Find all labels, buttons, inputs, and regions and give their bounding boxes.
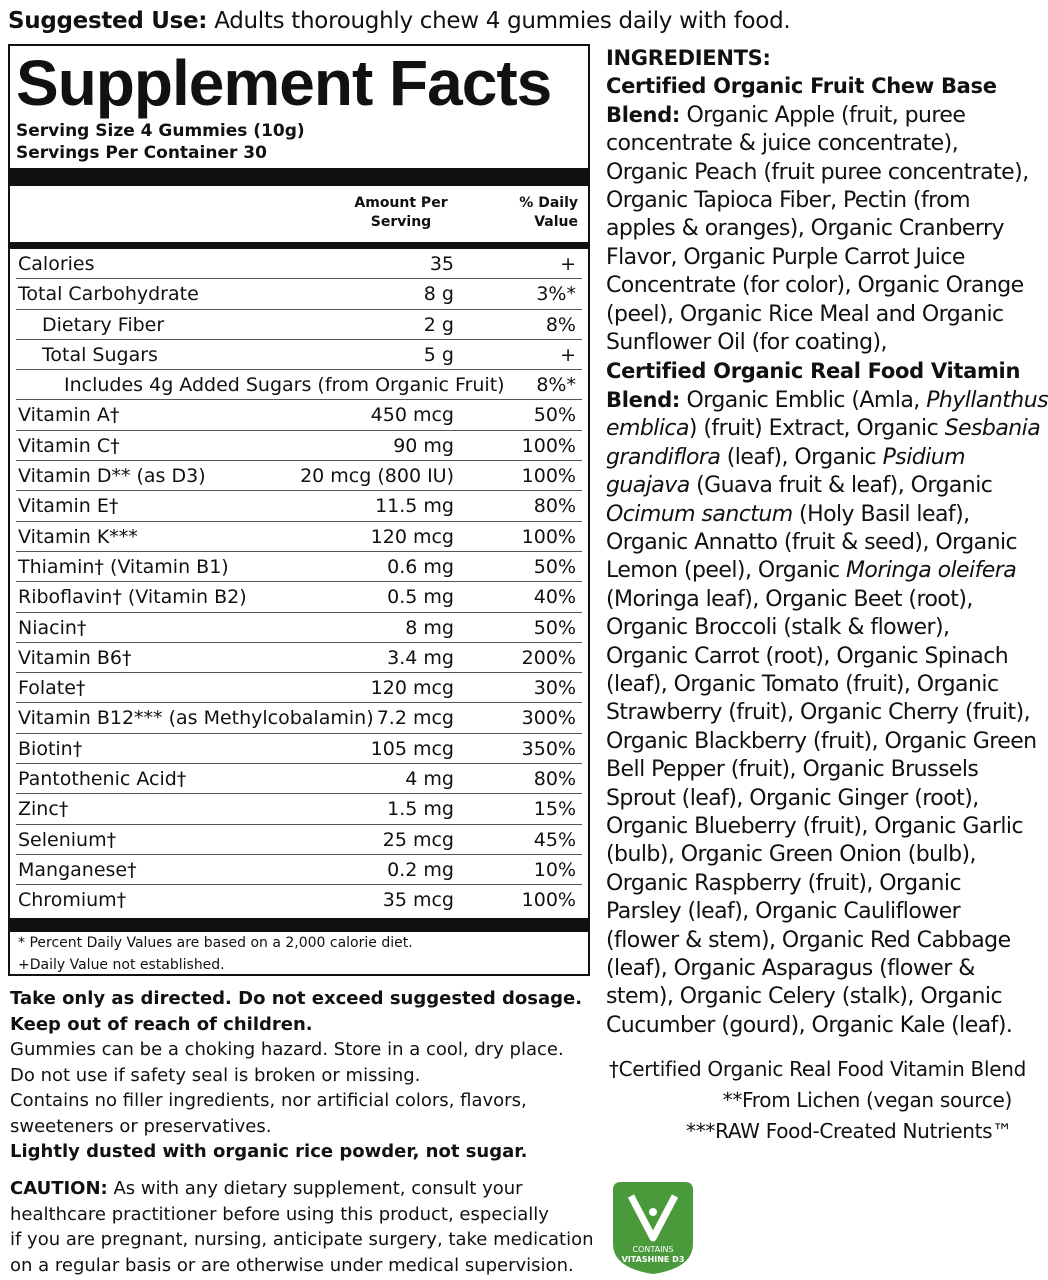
nutrient-daily-value: 80%: [533, 495, 576, 518]
nutrient-amount: 90 mg: [393, 434, 454, 457]
nutrient-amount: 5 g: [423, 343, 454, 366]
nutrient-daily-value: 10%: [533, 858, 576, 881]
medium-divider: [10, 242, 588, 249]
caution-line-1: [10, 1176, 586, 1202]
ingr-line-13-italic: emblica: [606, 416, 689, 442]
ingr-line-15-text: (Guava fruit & leaf), Organic: [689, 473, 993, 499]
ingredients-heading: INGREDIENTS:: [606, 46, 771, 70]
nutrient-amount: 7.2 mcg: [376, 707, 454, 730]
servings-per-container: Servings Per Container 30: [16, 143, 267, 163]
ingr-line-16-italic: Ocimum sanctum: [606, 501, 793, 527]
ingr-line-14-text: (leaf), Organic: [720, 444, 883, 470]
ingr-line-7: Flavor, Organic Purple Carrot Juice: [606, 244, 965, 270]
amount-header-line2: Serving: [370, 214, 432, 230]
caution: [10, 1176, 594, 1278]
nutrient-row: [16, 279, 582, 309]
nutrient-name: Vitamin D** (as D3): [18, 465, 206, 488]
nutrient-row: [16, 825, 582, 855]
nutrient-daily-value: 80%: [533, 768, 576, 791]
ingr-line-24: Organic Blackberry (fruit), Organic Green: [606, 728, 1037, 754]
supplement-facts-panel: [8, 44, 590, 976]
nutrient-daily-value: 100%: [521, 525, 576, 548]
amount-header: [328, 194, 474, 232]
caution-line-2: healthcare practitioner before using this product, especially: [10, 1203, 549, 1225]
nutrient-amount: 0.2 mg: [387, 858, 454, 881]
nutrient-daily-value: 45%: [533, 828, 576, 851]
nutrient-daily-value: 50%: [533, 404, 576, 427]
ingr-line-17: Organic Annatto (fruit & seed), Organic: [606, 529, 1018, 555]
nutrient-row: [16, 885, 582, 915]
nutrient-daily-value: 350%: [521, 737, 576, 760]
nutrient-row: [16, 370, 582, 400]
nutrient-daily-value: 50%: [533, 555, 576, 578]
nutrient-amount: 1.5 mg: [387, 798, 454, 821]
nutrient-daily-value: 15%: [533, 798, 576, 821]
ingr-line-1: Certified Organic Fruit Chew Base: [606, 74, 997, 99]
ingr-line-5: Organic Tapioca Fiber, Pectin (from: [606, 188, 970, 214]
caution-label: CAUTION:: [10, 1178, 108, 1199]
dv-header: [519, 194, 578, 232]
footnote-not-established: +Daily Value not established.: [18, 956, 225, 973]
nutrient-name: Manganese†: [18, 858, 137, 881]
nutrient-row: [16, 764, 582, 794]
nutrient-row: [16, 400, 582, 430]
ingr-line-21: Organic Carrot (root), Organic Spinach: [606, 643, 1009, 669]
ingr-line-23: Strawberry (fruit), Organic Cherry (fruit),: [606, 700, 1031, 726]
warning-line-4: Do not use if safety seal is broken or missing.: [10, 1064, 421, 1086]
ingr-line-33: stem), Organic Celery (stalk), Organic: [606, 984, 1003, 1010]
nutrient-amount: 8 mg: [405, 616, 454, 639]
ingr-line-11: Certified Organic Real Food Vitamin: [606, 359, 1021, 384]
nutrient-amount: 105 mcg: [370, 737, 454, 760]
ingr-line-2-text: Organic Apple (fruit, puree: [680, 102, 966, 128]
ingr-line-14-italic: grandiflora: [606, 444, 721, 470]
ingr-line-14: [606, 444, 1030, 472]
suggested-use-label: Suggested Use:: [8, 8, 208, 34]
note-certified-blend: †Certified Organic Real Food Vitamin Blend: [608, 1057, 1026, 1081]
nutrient-name: Vitamin A†: [18, 404, 120, 427]
column-header: [16, 186, 582, 242]
nutrient-row: [16, 613, 582, 643]
nutrient-daily-value: 50%: [533, 616, 576, 639]
suggested-use: [8, 6, 790, 36]
nutrient-name: Includes 4g Added Sugars (from Organic Fruit): [64, 374, 505, 397]
ingr-line-4: Organic Peach (fruit puree concentrate),: [606, 159, 1029, 185]
ingr-line-3: concentrate & juice concentrate),: [606, 131, 959, 157]
nutrient-name: Thiamin† (Vitamin B1): [18, 555, 229, 578]
ingr-line-12: [606, 386, 1048, 415]
ingr-line-2: [606, 101, 1030, 130]
nutrient-row: [16, 855, 582, 885]
nutrient-daily-value: 8%*: [536, 374, 576, 397]
ingr-line-13-italic-2: Sesbania: [944, 416, 1041, 442]
thick-divider: [10, 168, 588, 186]
nutrient-daily-value: 200%: [521, 646, 576, 669]
nutrient-row: [16, 673, 582, 703]
ingr-line-12-italic: Phyllanthus: [926, 387, 1048, 413]
nutrient-name: Vitamin K***: [18, 525, 138, 548]
nutrient-row: [16, 522, 582, 552]
nutrient-row: [16, 582, 582, 612]
ingr-line-15-italic: guajava: [606, 473, 690, 499]
vitashine-badge: [609, 1182, 697, 1274]
ingr-line-9: (peel), Organic Rice Meal and Organic: [606, 301, 1004, 327]
ingr-line-6: apples & oranges), Organic Cranberry: [606, 216, 1004, 242]
nutrient-name: Zinc†: [18, 798, 69, 821]
ingr-line-8: Concentrate (for color), Organic Orange: [606, 273, 1024, 299]
nutrient-name: Niacin†: [18, 616, 87, 639]
nutrient-row: [16, 491, 582, 521]
nutrient-daily-value: 300%: [521, 707, 576, 730]
nutrient-daily-value: +: [560, 253, 576, 275]
nutrient-daily-value: 30%: [533, 677, 576, 700]
nutrient-name: Vitamin B6†: [18, 646, 132, 669]
nutrient-name: Pantothenic Acid†: [18, 768, 187, 791]
amount-header-line1: Amount Per: [354, 195, 448, 211]
ingr-line-18: [606, 557, 1030, 585]
badge-line-1: CONTAINS: [632, 1245, 674, 1254]
nutrient-amount: 3.4 mg: [387, 646, 454, 669]
ingr-line-34: Cucumber (gourd), Organic Kale (leaf).: [606, 1012, 1013, 1038]
nutrient-row: [16, 310, 582, 340]
nutrient-amount: 120 mcg: [370, 677, 454, 700]
note-lichen: **From Lichen (vegan source): [722, 1088, 1012, 1112]
warning-line-5: Contains no filler ingredients, nor artificial colors, flavors,: [10, 1090, 527, 1111]
ingr-line-15: [606, 472, 1030, 500]
warning-line-1: Take only as directed. Do not exceed suggested dosage.: [10, 988, 583, 1009]
nutrient-amount: 120 mcg: [370, 525, 454, 548]
ingr-line-19: (Moringa leaf), Organic Beet (root),: [606, 586, 973, 612]
badge-dot-icon: [649, 1208, 657, 1216]
nutrient-amount: 2 g: [423, 313, 454, 336]
nutrient-name: Chromium†: [18, 889, 127, 912]
warning-line-3: Gummies can be a choking hazard. Store in a cool, dry place.: [10, 1039, 564, 1060]
nutrient-amount: 8 g: [423, 283, 454, 306]
dv-header-line2: Value: [534, 214, 578, 230]
ingr-line-16: [606, 501, 1030, 529]
nutrient-name: Calories: [18, 253, 95, 275]
dv-header-line1: % Daily: [519, 195, 578, 211]
ingr-line-30: Parsley (leaf), Organic Cauliflower: [606, 899, 961, 925]
nutrient-name: Dietary Fiber: [42, 313, 165, 336]
nutrient-row: [16, 703, 582, 733]
nutrient-name: Folate†: [18, 677, 86, 700]
nutrient-daily-value: 3%*: [536, 283, 576, 306]
caution-line-3: if you are pregnant, nursing, anticipate surgery, take medication: [10, 1229, 594, 1250]
ingr-line-14-italic-2: Psidium: [882, 444, 966, 470]
nutrient-amount: 35 mcg: [382, 889, 454, 912]
facts-title: Supplement Facts: [16, 47, 552, 119]
nutrient-name: Total Sugars: [42, 343, 158, 366]
nutrient-name: Riboflavin† (Vitamin B2): [18, 586, 247, 609]
caution-text-1: As with any dietary supplement, consult your: [107, 1178, 523, 1199]
nutrient-amount: 450 mcg: [370, 404, 454, 427]
bottom-thick-divider: [10, 918, 588, 932]
ingr-line-26: Sprout (leaf), Organic Ginger (root),: [606, 785, 979, 811]
nutrient-name: Vitamin E†: [18, 495, 119, 518]
nutrient-daily-value: 40%: [533, 586, 576, 609]
nutrient-row: [16, 461, 582, 491]
nutrient-name: Vitamin C†: [18, 434, 120, 457]
ingredients: [606, 44, 1048, 1040]
nutrient-amount: 0.5 mg: [387, 586, 454, 609]
ingr-line-16-text: (Holy Basil leaf),: [792, 501, 970, 527]
warning-line-2: Keep out of reach of children.: [10, 1013, 313, 1035]
nutrient-row: [16, 431, 582, 461]
nutrient-row: [16, 249, 582, 279]
ingr-line-13: [606, 415, 1041, 443]
ingr-line-29: Organic Raspberry (fruit), Organic: [606, 870, 961, 896]
nutrient-daily-value: 100%: [521, 434, 576, 457]
nutrient-amount: 4 mg: [405, 768, 454, 791]
nutrient-daily-value: 8%: [545, 313, 576, 336]
ingr-line-18-italic: Moringa oleifera: [846, 558, 1017, 584]
ingr-line-27: Organic Blueberry (fruit), Organic Garlic: [606, 813, 1023, 839]
nutrient-row: [16, 734, 582, 764]
ingr-line-10: Sunflower Oil (for coating),: [606, 330, 887, 356]
nutrient-amount: 11.5 mg: [375, 495, 454, 518]
nutrient-amount: 35: [429, 253, 454, 275]
warning-line-7: Lightly dusted with organic rice powder, not sugar.: [10, 1141, 528, 1162]
nutrient-daily-value: 100%: [521, 889, 576, 912]
caution-line-4: on a regular basis or are otherwise under medical supervision.: [10, 1254, 574, 1276]
footnote-percent-dv: * Percent Daily Values are based on a 2,000 calorie diet.: [18, 934, 413, 951]
ingr-line-32: (leaf), Organic Asparagus (flower &: [606, 956, 975, 981]
ingr-line-20: Organic Broccoli (stalk & flower),: [606, 615, 950, 641]
ingr-blend-label-1: Blend:: [606, 102, 681, 127]
serving-size: Serving Size 4 Gummies (10g): [16, 121, 305, 141]
ingr-line-31: (flower & stem), Organic Red Cabbage: [606, 927, 1011, 953]
nutrient-name: Vitamin B12*** (as Methylcobalamin): [18, 707, 374, 730]
suggested-use-text: Adults thoroughly chew 4 gummies daily with food.: [207, 8, 791, 34]
nutrient-name: Selenium†: [18, 828, 117, 851]
ingr-line-12-text: Organic Emblic (Amla,: [680, 387, 927, 413]
nutrient-row: [16, 552, 582, 582]
warnings: [10, 986, 583, 1165]
ingr-line-28: (bulb), Organic Green Onion (bulb),: [606, 842, 976, 868]
footnote-legend: [566, 1054, 1026, 1147]
nutrient-name: Biotin†: [18, 737, 83, 760]
nutrient-amount: 25 mcg: [382, 828, 454, 851]
nutrient-amount: 20 mcg (800 IU): [300, 465, 454, 488]
note-raw-food: ***RAW Food-Created Nutrients™: [686, 1119, 1012, 1143]
nutrient-daily-value: +: [560, 343, 576, 366]
ingr-line-25: Bell Pepper (fruit), Organic Brussels: [606, 757, 979, 783]
ingr-line-18-text: Lemon (peel), Organic: [606, 558, 846, 584]
ingr-line-13-text: ) (fruit) Extract, Organic: [688, 416, 945, 442]
nutrient-row: [16, 643, 582, 673]
nutrient-name: Total Carbohydrate: [18, 283, 199, 306]
nutrient-amount: 0.6 mg: [387, 555, 454, 578]
nutrient-row: [16, 794, 582, 824]
badge-line-2: VITASHINE D3: [621, 1255, 685, 1264]
ingr-blend-label-2: Blend:: [606, 387, 681, 412]
nutrient-rows: [16, 249, 582, 916]
ingr-line-22: (leaf), Organic Tomato (fruit), Organic: [606, 671, 999, 697]
warning-line-6: sweeteners or preservatives.: [10, 1115, 272, 1137]
nutrient-daily-value: 100%: [521, 465, 576, 488]
nutrient-row: [16, 340, 582, 370]
